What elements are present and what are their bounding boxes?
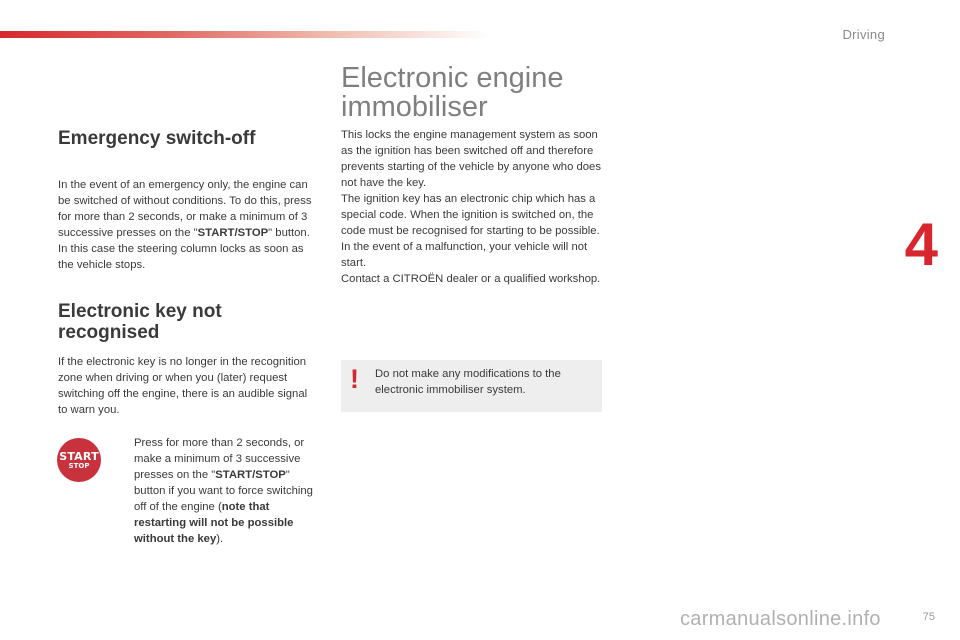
header-accent-bar [0, 31, 490, 38]
page-number: 75 [922, 611, 935, 623]
key-not-recognised-paragraph: If the electronic key is no longer in the recognition zone when driving or when you (later) request switching off the engine, there is an audible signal to warn you. [58, 356, 308, 416]
immobiliser-paragraph-4: Contact a CITROËN dealer or a qualified workshop. [341, 273, 601, 285]
emergency-switch-off-heading: Emergency switch-off [58, 128, 256, 149]
section-label: Driving [842, 27, 885, 42]
emergency-paragraph-1 [58, 177, 318, 241]
start-stop-icon-line2: STOP [68, 461, 90, 470]
immobiliser-title: Electronic engine immobiliser [341, 62, 564, 123]
bullet-text-a: Press for more than 2 seconds, or make a minimum of 3 successive presses on the " [134, 437, 305, 481]
instruction-bullet-text [134, 435, 318, 547]
start-stop-label: START/STOP [197, 227, 269, 239]
start-stop-button-icon [57, 438, 101, 482]
immobiliser-paragraph-3: In the event of a malfunction, your vehicle will not start. [341, 241, 588, 269]
bullet-text-b: " button if you want to force switching off of the engine ( [134, 469, 313, 513]
emergency-paragraph-2: In this case the steering column locks as soon as the vehicle stops. [58, 243, 304, 271]
start-stop-icon-line1: START [59, 449, 99, 463]
warning-icon: ! [350, 364, 359, 394]
bullet-restart-note: note that restarting will not be possible without the key [134, 501, 294, 545]
immobiliser-paragraph-2: The ignition key has an electronic chip which has a special code. When the ignition is switched on, the code must be recognised for starting to be possible. [341, 193, 600, 237]
chapter-number: 4 [904, 211, 938, 278]
bullet-start-stop-label: START/STOP [215, 469, 286, 481]
emergency-p1-text-a: In the event of an emergency only, the engine can be switched of without conditions. To do this, press for more than 2 seconds, or make a minimum of 3 successive presses on the " [58, 179, 312, 239]
bullet-text-c: ). [216, 533, 224, 545]
instruction-bullet [118, 435, 318, 547]
right-column [341, 64, 603, 287]
left-column [58, 128, 318, 418]
emergency-p1-text-b: " button. [268, 227, 310, 239]
immobiliser-paragraph-1: This locks the engine management system as soon as the ignition has been switched off and therefore prevents starting of the vehicle by anyone who does not have the key. [341, 129, 601, 189]
watermark: carmanualsonline.info [680, 608, 881, 630]
key-not-recognised-heading: Electronic key not recognised [58, 301, 222, 343]
warning-box [341, 360, 602, 412]
warning-text: Do not make any modifications to the electronic immobiliser system. [375, 368, 561, 396]
